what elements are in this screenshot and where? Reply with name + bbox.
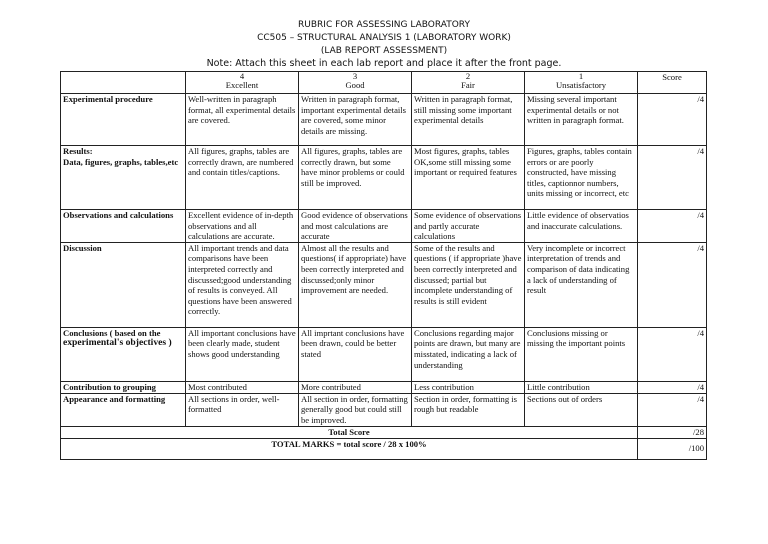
descriptor-excellent: All figures, graphs, tables are correctly drawn, are numbered and contain titles/captions. [186,146,299,210]
rubric-row-conclusions [61,327,707,381]
criterion-cell [61,146,186,210]
descriptor-good: Written in paragraph format, important experimental details are covered, some minor details are missing. [299,94,412,146]
rubric-row-contribution [61,381,707,393]
criterion-label: Observations and calculations [63,210,174,220]
score-header: Score [638,72,707,94]
total-score-label: Total Score [61,426,638,438]
level-header-fair [412,72,525,94]
criterion-sublabel: experimental's objectives ) [63,337,172,349]
level-score: 2 [465,71,471,81]
header-row [61,72,707,94]
total-marks-label: TOTAL MARKS = total score / 28 x 100% [61,438,638,459]
total-score-cell: /28 [638,426,707,438]
level-label: Good [345,80,365,91]
level-header-good [299,72,412,94]
score-cell: /4 [638,327,707,381]
score-cell: /4 [638,381,707,393]
criterion-cell [61,393,186,426]
descriptor-fair: Some evidence of observations and partly accurate calculations [412,210,525,243]
descriptor-good: All section in order, formatting generally good but could still be improved. [299,393,412,426]
criterion-label: Contribution to grouping [63,381,156,392]
criterion-cell [61,327,186,381]
level-label: Unsatisfactory [555,80,607,91]
criterion-label: Discussion [63,242,102,253]
criterion-cell [61,210,186,243]
criterion-label: Appearance and formatting [63,393,166,404]
total-marks-row [61,438,707,459]
level-score: 3 [352,71,358,81]
descriptor-excellent: All important trends and data comparisons have been interpreted correctly and discussed;good understanding of results is conveyed. All questions have been answered correctly. [186,242,299,327]
rubric-row-observations [61,210,707,243]
descriptor-fair: Conclusions regarding major points are drawn, but many are misstated, indicating a lack of understanding [412,327,525,381]
descriptor-excellent: Well-written in paragraph format, all experimental details are covered. [186,94,299,146]
descriptor-unsatisfactory: Little contribution [525,381,638,393]
descriptor-unsatisfactory: Little evidence of observatios and inaccurate calculations. [525,210,638,243]
level-score: 4 [239,71,245,81]
descriptor-unsatisfactory: Missing several important experimental details or not written in paragraph format. [525,94,638,146]
descriptor-excellent: All important conclusions have been clearly made, student shows good understanding [186,327,299,381]
descriptor-unsatisfactory: Conclusions missing or missing the important points [525,327,638,381]
total-score-row [61,426,707,438]
level-header-excellent [186,72,299,94]
total-marks-cell: /100 [638,438,707,459]
descriptor-good: Almost all the results and questions( if appropriate) have been correctly interpreted and discussed;only minor improvement are needed. [299,242,412,327]
descriptor-good: Good evidence of observations and most calculations are accurate [299,210,412,243]
criterion-sublabel: Data, figures, graphs, tables,etc [63,156,179,167]
instruction-note: Note: Attach this sheet in each lab report and place it after the front page. [206,58,562,69]
descriptor-excellent: Excellent evidence of in-depth observations and all calculations are accurate. [186,210,299,243]
level-label: Fair [461,80,475,91]
level-score: 1 [578,71,584,81]
descriptor-excellent: All sections in order, well-formatted [186,393,299,426]
rubric-table [60,71,707,460]
descriptor-good: All figures, graphs, tables are correctly drawn, but some have minor problems or could still be improved. [299,146,412,210]
rubric-row-results [61,146,707,210]
descriptor-fair: Written in paragraph format, still missing some important experimental details [412,94,525,146]
descriptor-excellent: Most contributed [186,381,299,393]
score-cell: /4 [638,242,707,327]
level-header-unsatisfactory [525,72,638,94]
descriptor-fair: Section in order, formatting is rough but readable [412,393,525,426]
score-cell: /4 [638,393,707,426]
assessment-subtitle: (LAB REPORT ASSESSMENT) [320,46,448,56]
rubric-row-discussion [61,242,707,327]
course-title: CC505 – STRUCTURAL ANALYSIS 1 (LABORATORY WORK) [257,33,511,43]
criterion-label: Results: [63,146,93,156]
criterion-cell [61,94,186,146]
descriptor-fair: Most figures, graphs, tables OK,some still missing some important or required features [412,146,525,210]
descriptor-unsatisfactory: Figures, graphs, tables contain errors or are poorly constructed, have missing titles, captionnor numbers, units missing or incorrect, etc [525,146,638,210]
criterion-cell [61,381,186,393]
level-label: Excellent [225,80,259,91]
score-cell: /4 [638,94,707,146]
score-cell: /4 [638,210,707,243]
score-cell: /4 [638,146,707,210]
descriptor-unsatisfactory: Very incomplete or incorrect interpretation of trends and comparison of data indicating a lack of understanding of result [525,242,638,327]
descriptor-fair: Less contribution [412,381,525,393]
criterion-label: Conclusions ( based on the [63,327,161,338]
criterion-cell [61,242,186,327]
form-title: RUBRIC FOR ASSESSING LABORATORY [298,20,470,30]
descriptor-good: All imprtant conclusions have been drawn, could be better stated [299,327,412,381]
descriptor-fair: Some of the results and questions ( if appropriate )have been correctly interpreted and discussed; partial but incomplete understanding of results is still evident [412,242,525,327]
descriptor-good: More contributed [299,381,412,393]
criterion-label: Experimental procedure [63,94,153,104]
descriptor-unsatisfactory: Sections out of orders [525,393,638,426]
rubric-row-experimental-procedure [61,94,707,146]
rubric-row-appearance [61,393,707,426]
criterion-header-cell [61,72,186,94]
